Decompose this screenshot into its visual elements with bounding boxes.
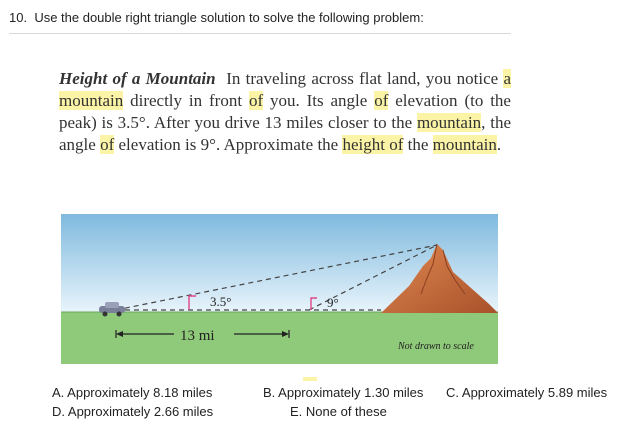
angle-label-2: 9° <box>327 295 339 310</box>
highlighted-text: of <box>248 91 264 110</box>
distance-label: 13 mi <box>180 328 215 344</box>
highlighted-text: of <box>100 135 115 154</box>
question-number: 10. <box>9 10 28 25</box>
highlighted-text: mountain <box>432 135 497 154</box>
text-segment: , the angle <box>59 113 511 154</box>
ground <box>61 312 498 364</box>
answer-highlight-mark <box>303 377 317 381</box>
text-segment: elevation (to the peak) is 3.5°. After you drive 13 miles closer to the <box>59 91 511 132</box>
text-segment: . <box>496 135 502 154</box>
header-divider <box>9 33 511 34</box>
answer-choice-e[interactable]: E. None of these <box>290 404 387 419</box>
highlighted-text: a mountain <box>59 69 511 110</box>
question-header <box>9 10 424 25</box>
highlighted-text: of <box>374 91 389 110</box>
question-instruction: Use the double right triangle solution to solve the following problem: <box>34 10 424 25</box>
problem-text <box>59 68 511 156</box>
text-segment: directly in front <box>123 91 249 110</box>
text-segment: the <box>403 135 433 154</box>
answer-choice-a[interactable]: A. Approximately 8.18 miles <box>52 385 213 400</box>
text-segment: In traveling across flat land, you notice <box>226 69 504 88</box>
answer-choice-c[interactable]: C. Approximately 5.89 miles <box>446 385 608 400</box>
highlighted-text: height of <box>342 135 404 154</box>
angle-label-1: 3.5° <box>210 294 232 309</box>
problem-heading: Height of a Mountain <box>59 69 216 88</box>
problem-figure <box>61 214 498 364</box>
text-segment: you. Its angle <box>263 91 375 110</box>
scale-note: Not drawn to scale <box>398 341 474 352</box>
highlighted-text: mountain <box>416 113 482 132</box>
answer-choice-d[interactable]: D. Approximately 2.66 miles <box>52 404 214 419</box>
answer-choice-b[interactable]: B. Approximately 1.30 miles <box>263 385 424 400</box>
text-segment: elevation is 9°. Approximate the <box>114 135 343 154</box>
